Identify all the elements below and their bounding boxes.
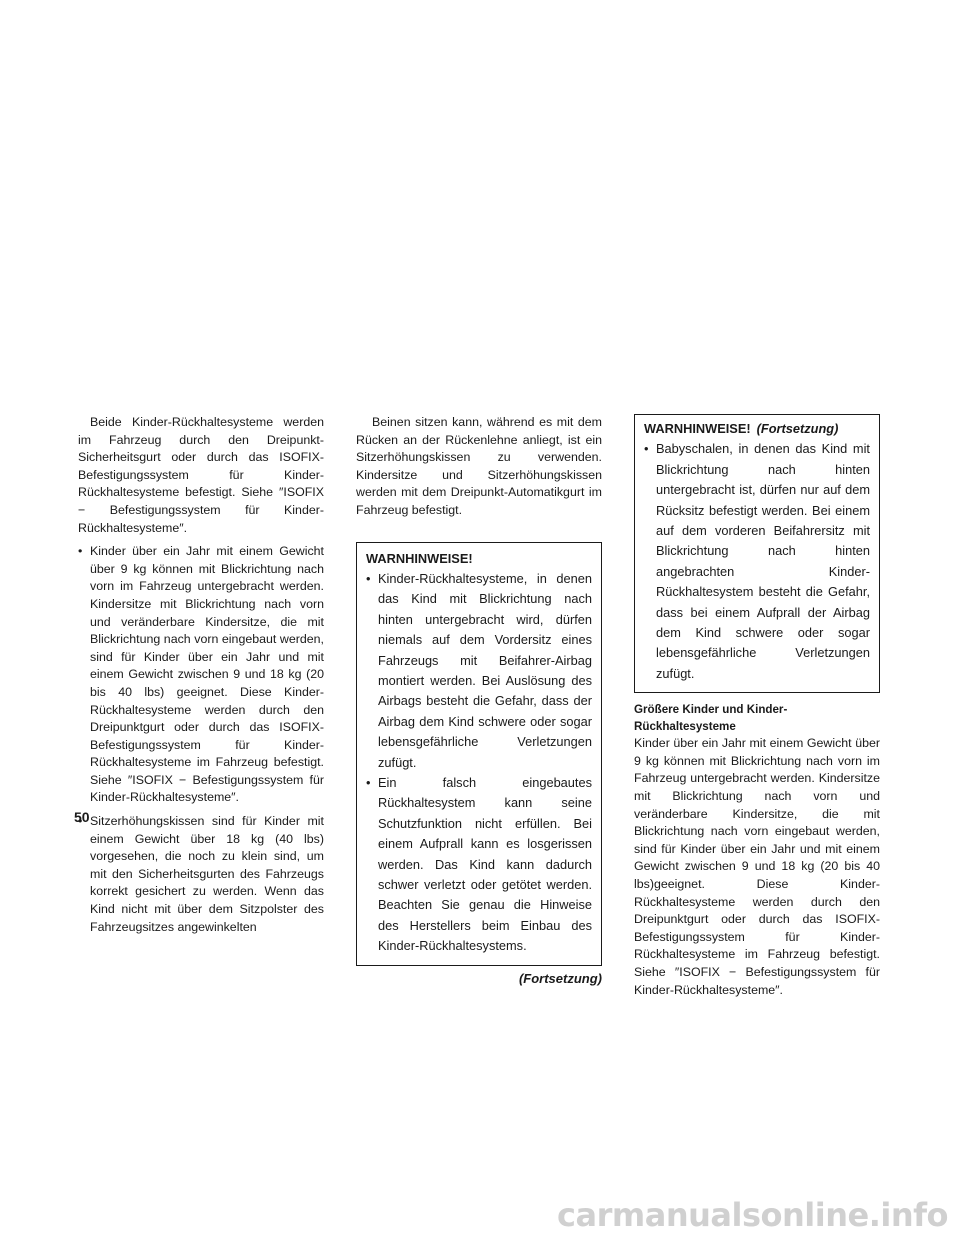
warning-title: WARNHINWEISE! [366, 550, 473, 566]
warning-list [644, 439, 870, 684]
continued-label: (Fortsetzung) [518, 970, 602, 986]
column-3 [634, 414, 880, 999]
warning-box [634, 414, 880, 693]
warning-title [644, 419, 870, 439]
info-bullet-list [78, 543, 324, 936]
list-item: • Ein falsch eingebautes Rückhaltesystem kann seine Schutzfunktion nicht erfüllen. Bei einem Aufprall kann es losgerissen werden. Das Kind kann dadurch schwer verletzt oder getötet werden. Beachten Sie genau die Hinweise des Herstellers beim Einbau des Kinder-Rückhaltesystems. [366, 773, 592, 957]
list-item: • Sitzerhöhungskissen sind für Kinder mit einem Gewicht über 18 kg (40 lbs) vorgesehen, die noch zu klein sind, um mit den Sicherheitsgurten des Fahrzeugs korrekt gesichert zu werden. Wenn das Kind nicht mit über dem Sitzpolster des Fahrzeugsitzes angewinkelten [78, 813, 324, 936]
warning-title-text: WARNHINWEISE! [644, 421, 751, 436]
page-number: 50 [74, 809, 90, 825]
warning-title-continued: (Fortsetzung) [756, 421, 839, 436]
section-heading: Größere Kinder und Kinder-Rückhaltesysteme [634, 703, 788, 734]
list-item: • Kinder über ein Jahr mit einem Gewicht über 9 kg können mit Blickrichtung nach vorn im Fahrzeug untergebracht werden. Kindersitze mit Blickrichtung nach vorn und veränderbare Kindersitze, die mit Blickrichtung nach vorn eingebaut werden, sind für Kinder über ein Jahr und mit einem Gewicht zwischen 9 und 18 kg (20 bis 40 lbs) geeignet. Diese Kinder-Rückhaltesysteme werden durch den Dreipunktgurt oder durch das ISOFIX-Befestigungssystem für Kinder-Rückhaltesysteme im Fahrzeug befestigt. Siehe ″ISOFIX − Befestigungssystem für Kinder-Rückhaltesysteme″. [78, 543, 324, 807]
column-2 [356, 414, 602, 987]
intro-paragraph: Beide Kinder-Rückhaltesysteme werden im Fahrzeug durch den Dreipunkt-Sicherheitsgurt oder durch das ISOFIX-Befestigungssystem für Kinder-Rückhaltesysteme befestigt. Siehe ″ISOFIX − Befestigungssystem für Kinder-Rückhaltesysteme″. [78, 415, 324, 535]
column-1 [78, 414, 324, 942]
continued-paragraph: Beinen sitzen kann, während es mit dem Rücken an der Rückenlehne anliegt, ist ein Sitzerhöhungskissen zu verwenden. Kindersitze und Sitzerhöhungskissen werden mit dem Dreipunkt-Automatikgurt im Fahrzeug befestigt. [356, 415, 602, 517]
warning-box [356, 542, 602, 966]
list-item: • Babyschalen, in denen das Kind mit Blickrichtung nach hinten untergebracht ist, dürfen nur auf dem Rücksitz befestigt werden. Bei einem auf dem vorderen Beifahrersitz mit Blickrichtung nach hinten angebrachten Kinder-Rückhaltesystem besteht die Gefahr, dass bei einem Aufprall der Airbag dem Kind schwere oder sogar lebensgefährliche Verletzungen zufügt. [644, 439, 870, 684]
watermark-text: carmanualsonline.info [557, 1196, 948, 1234]
section-paragraph: Kinder über ein Jahr mit einem Gewicht über 9 kg können mit Blickrichtung nach vorn im Fahrzeug untergebracht werden. Kindersitze mit Blickrichtung nach vorn und veränderbare Kindersitze, die mit Blickrichtung nach vorn eingebaut werden, sind für Kinder über ein Jahr und mit einem Gewicht zwischen 9 und 18 kg (20 bis 40 lbs)geeignet. Diese Kinder-Rückhaltesysteme werden durch den Dreipunktgurt oder durch das ISOFIX-Befestigungssystem für Kinder-Rückhaltesysteme im Fahrzeug befestigt. Siehe ″ISOFIX − Befestigungssystem für Kinder-Rückhaltesysteme″. [634, 736, 880, 997]
list-item: • Kinder-Rückhaltesysteme, in denen das Kind mit Blickrichtung nach hinten untergebracht wird, dürfen niemals auf dem Vordersitz eines Fahrzeugs mit Beifahrer-Airbag montiert werden. Bei Auslösung des Airbags besteht die Gefahr, dass der Airbag dem Kind schwere oder sogar lebensgefährliche Verletzungen zufügt. [366, 569, 592, 773]
warning-list [366, 569, 592, 957]
